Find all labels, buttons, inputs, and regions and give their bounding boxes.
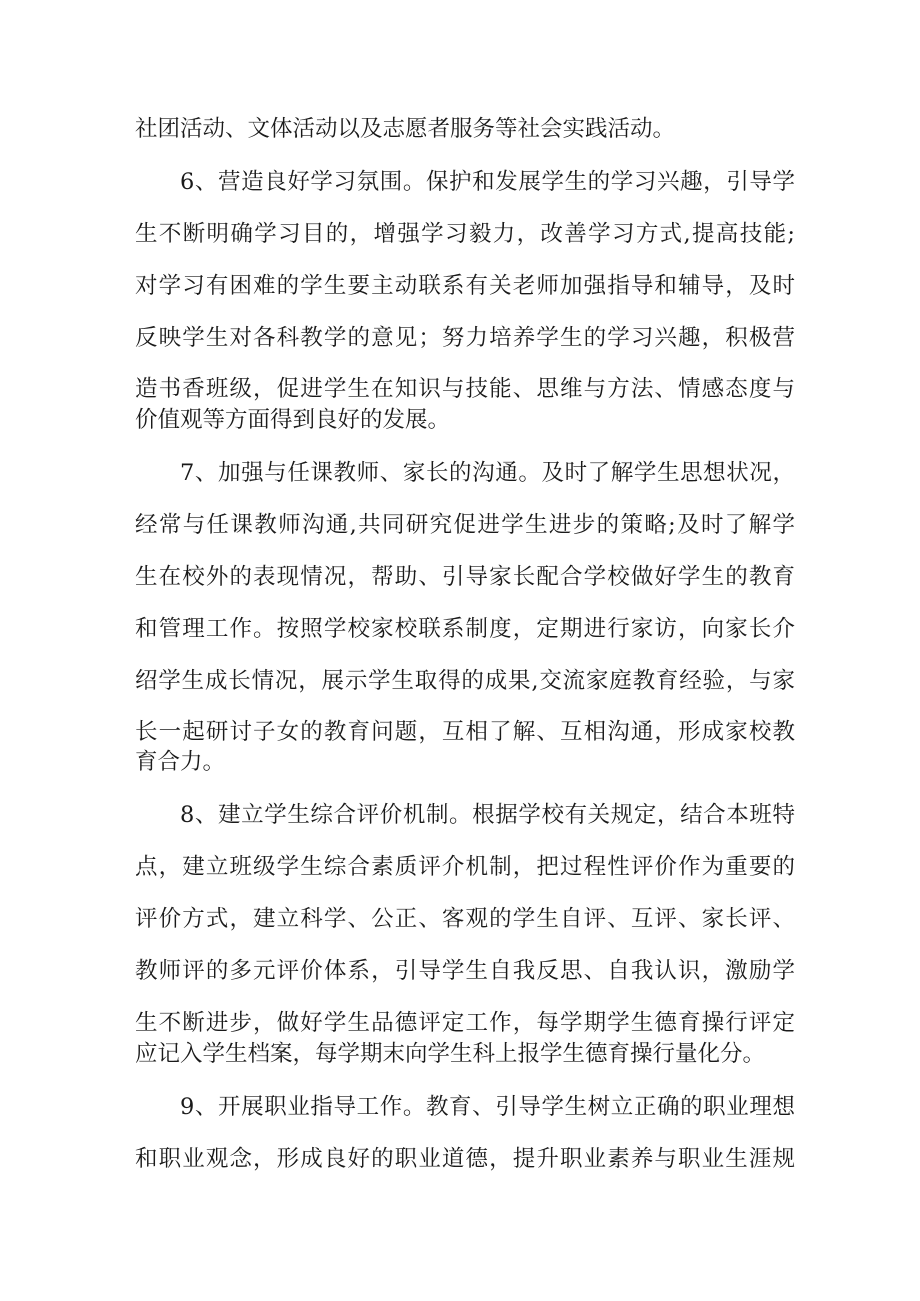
paragraph-6-heading-line: 6、营造良好学习氛围。保护和发展学生的学习兴趣，引导学	[180, 169, 795, 195]
text-line: 对学习有困难的学生要主动联系有关老师加强指导和辅导，及时	[135, 273, 795, 299]
text-line: 生在校外的表现情况，帮助、引导家长配合学校做好学生的教育	[135, 564, 795, 590]
text-line: 反映学生对各科教学的意见；努力培养学生的学习兴趣，积极营	[135, 325, 795, 351]
text-line: 和职业观念，形成良好的职业道德，提升职业素养与职业生涯规	[135, 1146, 795, 1172]
text-line: 生不断进步，做好学生品德评定工作，每学期学生德育操行评定	[135, 1010, 795, 1036]
text-line: 绍学生成长情况，展示学生取得的成果,交流家庭教育经验，与家	[135, 668, 795, 694]
text-line: 价值观等方面得到良好的发展。	[135, 407, 451, 433]
text-line: 教师评的多元评价体系，引导学生自我反思、自我认识，激励学	[135, 958, 795, 984]
text-line: 社团活动、文体活动以及志愿者服务等社会实践活动。	[135, 116, 676, 142]
text-line: 生不断明确学习目的，增强学习毅力，改善学习方式,提高技能;	[135, 221, 795, 247]
text-line: 造书香班级，促进学生在知识与技能、思维与方法、情感态度与	[135, 376, 795, 402]
text-line: 和管理工作。按照学校家校联系制度，定期进行家访，向家长介	[135, 616, 795, 642]
text-line: 长一起研讨子女的教育问题，互相了解、互相沟通，形成家校教	[135, 719, 795, 745]
text-line: 评价方式，建立科学、公正、客观的学生自评、互评、家长评、	[135, 906, 795, 932]
text-line: 点，建立班级学生综合素质评介机制，把过程性评价作为重要的	[135, 854, 795, 880]
paragraph-9-heading-line: 9、开展职业指导工作。教育、引导学生树立正确的职业理想	[180, 1094, 795, 1120]
text-line: 经常与任课教师沟通,共同研究促进学生进步的策略;及时了解学	[135, 512, 795, 538]
paragraph-8-heading-line: 8、建立学生综合评价机制。根据学校有关规定，结合本班特	[180, 802, 795, 828]
text-line: 应记入学生档案，每学期末向学生科上报学生德育操行量化分。	[135, 1041, 766, 1067]
text-line: 育合力。	[135, 749, 226, 775]
paragraph-7-heading-line: 7、加强与任课教师、家长的沟通。及时了解学生思想状况，	[180, 460, 795, 486]
